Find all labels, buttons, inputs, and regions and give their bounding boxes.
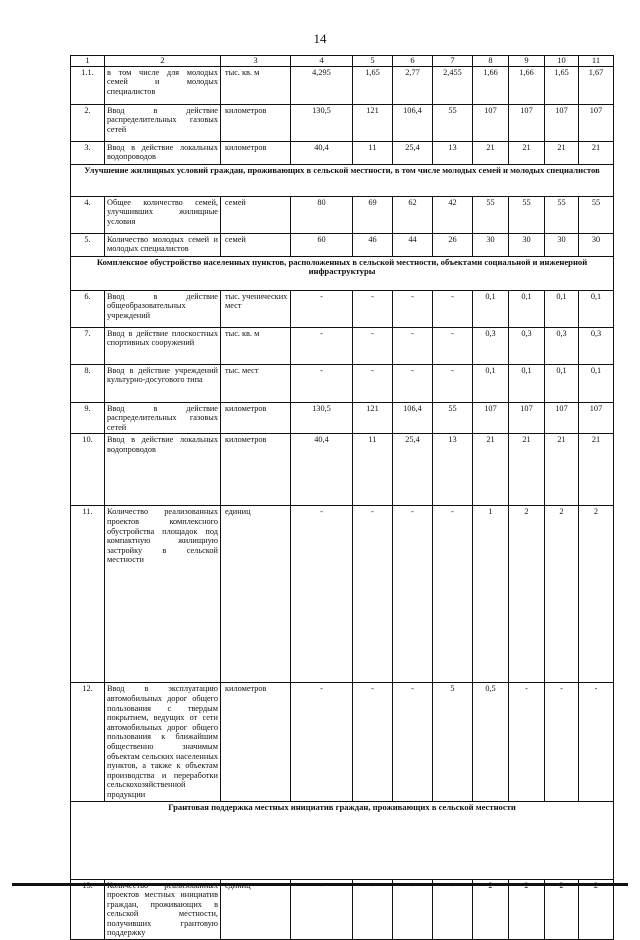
value-cell: 21 (473, 141, 509, 164)
value-cell: - (433, 364, 473, 402)
value-cell: 2,77 (393, 66, 433, 104)
value-cell: - (291, 506, 353, 683)
value-cell: - (291, 327, 353, 364)
table-row (71, 879, 614, 940)
row-number: 1.1. (71, 66, 105, 104)
unit-cell (221, 879, 291, 940)
bottom-rule (12, 883, 628, 886)
value-cell: 60 (291, 233, 353, 256)
row-number: 6. (71, 290, 105, 327)
value-cell: 121 (353, 104, 393, 141)
value-cell: 55 (509, 196, 545, 233)
value-cell: 107 (579, 104, 614, 141)
indicators-table (70, 55, 614, 940)
value-cell: 0,1 (545, 364, 579, 402)
indicator-name: Ввод в действие распределительных газовых сетей (105, 402, 221, 434)
value-cell: 0,1 (579, 290, 614, 327)
unit-cell: семей (221, 196, 291, 233)
indicator-name: Количество реализованных проектов комплексного обустройства площадок под компактную жилищную застройку в сельской местности (105, 506, 221, 683)
table-row (71, 233, 614, 256)
indicator-name: Ввод в действие локальных водопроводов (105, 141, 221, 164)
value-cell: 4,295 (291, 66, 353, 104)
column-number: 9 (509, 56, 545, 67)
indicator-name: Ввод в действие общеобразовательных учреждений (105, 290, 221, 327)
value-cell: 0,1 (509, 290, 545, 327)
column-number: 3 (221, 56, 291, 67)
value-cell: 106,4 (393, 104, 433, 141)
value-cell: 1 (473, 506, 509, 683)
value-cell: 5 (433, 683, 473, 801)
value-cell (545, 879, 579, 940)
value-cell: 21 (545, 434, 579, 506)
column-number: 11 (579, 56, 614, 67)
indicator-name: Ввод в действие распределительных газовых сетей (105, 104, 221, 141)
value-cell: 55 (433, 402, 473, 434)
table-row (71, 364, 614, 402)
indicator-name: Количество молодых семей и молодых специалистов (105, 233, 221, 256)
value-cell: 13 (433, 141, 473, 164)
section-heading: Улучшение жилищных условий граждан, проживающих в сельской местности, в том числе молодых семей и молодых специалистов (71, 164, 614, 196)
value-cell: 11 (353, 141, 393, 164)
value-cell: 25,4 (393, 141, 433, 164)
value-cell: 121 (353, 402, 393, 434)
value-cell: - (353, 364, 393, 402)
value-cell: 107 (545, 402, 579, 434)
indicator-name: Общее количество семей, улучшивших жилищные условия (105, 196, 221, 233)
value-cell: 69 (353, 196, 393, 233)
value-cell: 2 (509, 506, 545, 683)
unit-cell: тыс. кв. м (221, 66, 291, 104)
value-cell: 55 (473, 196, 509, 233)
value-cell: 130,5 (291, 104, 353, 141)
value-cell: - (393, 327, 433, 364)
value-cell: 107 (473, 104, 509, 141)
value-cell: 0,1 (473, 364, 509, 402)
column-number: 2 (105, 56, 221, 67)
value-cell: 30 (509, 233, 545, 256)
value-cell: 80 (291, 196, 353, 233)
unit-cell: тыс. кв. м (221, 327, 291, 364)
table-row (71, 104, 614, 141)
table-row (71, 141, 614, 164)
value-cell: 21 (579, 434, 614, 506)
column-number: 10 (545, 56, 579, 67)
unit-cell: километров (221, 104, 291, 141)
value-cell: - (393, 364, 433, 402)
value-cell: 1,66 (509, 66, 545, 104)
value-cell: - (353, 683, 393, 801)
value-cell: 1,65 (353, 66, 393, 104)
unit-cell: семей (221, 233, 291, 256)
value-cell: - (291, 290, 353, 327)
row-number: 9. (71, 402, 105, 434)
table-body (71, 56, 614, 940)
column-number: 1 (71, 56, 105, 67)
unit-cell: километров (221, 141, 291, 164)
section-heading-row (71, 256, 614, 290)
row-number: 3. (71, 141, 105, 164)
table-row (71, 434, 614, 506)
unit-cell: единиц (221, 506, 291, 683)
value-cell: 55 (579, 196, 614, 233)
table-row (71, 327, 614, 364)
value-cell: 106,4 (393, 402, 433, 434)
value-cell: - (353, 506, 393, 683)
value-cell: 107 (509, 402, 545, 434)
value-cell: 62 (393, 196, 433, 233)
value-cell: 25,4 (393, 434, 433, 506)
value-cell: 1,65 (545, 66, 579, 104)
value-cell: - (545, 683, 579, 801)
value-cell: 0,1 (473, 290, 509, 327)
indicator-name: Ввод в действие плоскостных спортивных сооружений (105, 327, 221, 364)
value-cell: 0,1 (545, 290, 579, 327)
value-cell: 40,4 (291, 434, 353, 506)
value-cell: 0,1 (509, 364, 545, 402)
row-number: 7. (71, 327, 105, 364)
value-cell: 26 (433, 233, 473, 256)
value-cell: 2 (545, 506, 579, 683)
value-cell: 0,5 (473, 683, 509, 801)
unit-cell: километров (221, 434, 291, 506)
value-cell: 55 (545, 196, 579, 233)
value-cell: 21 (545, 141, 579, 164)
value-cell: 21 (509, 434, 545, 506)
value-cell: 46 (353, 233, 393, 256)
table-row (71, 66, 614, 104)
value-cell: 107 (545, 104, 579, 141)
value-cell (353, 879, 393, 940)
indicator-name: Ввод в эксплуатацию автомобильных дорог общего пользования с твердым покрытием, ведущих от сети автомобильных дорог общего пользования к ближайшим общественно значимым объектам сельских населенных пунктов, а также к объектам производства и переработки сельскохозяйственной продукции (105, 683, 221, 801)
column-number: 7 (433, 56, 473, 67)
column-number: 5 (353, 56, 393, 67)
table-row (71, 402, 614, 434)
value-cell (509, 879, 545, 940)
unit-cell: тыс. ученических мест (221, 290, 291, 327)
row-number: 8. (71, 364, 105, 402)
row-number: 2. (71, 104, 105, 141)
value-cell: 130,5 (291, 402, 353, 434)
column-number: 4 (291, 56, 353, 67)
row-number: 12. (71, 683, 105, 801)
value-cell: - (291, 364, 353, 402)
value-cell: 1,67 (579, 66, 614, 104)
value-cell: - (353, 327, 393, 364)
value-cell: - (291, 683, 353, 801)
section-heading: Грантовая поддержка местных инициатив граждан, проживающих в сельской местности (71, 801, 614, 879)
value-cell: - (353, 290, 393, 327)
value-cell: - (433, 290, 473, 327)
value-cell: 40,4 (291, 141, 353, 164)
value-cell: 11 (353, 434, 393, 506)
value-cell: 42 (433, 196, 473, 233)
value-cell: 0,1 (579, 364, 614, 402)
column-number: 6 (393, 56, 433, 67)
value-cell: 0,3 (473, 327, 509, 364)
value-cell (433, 879, 473, 940)
value-cell (291, 879, 353, 940)
value-cell (579, 879, 614, 940)
section-heading-row (71, 801, 614, 879)
value-cell: - (393, 290, 433, 327)
value-cell: 55 (433, 104, 473, 141)
value-cell: 44 (393, 233, 433, 256)
table-row (71, 683, 614, 801)
row-number (71, 879, 105, 940)
value-cell: 21 (509, 141, 545, 164)
value-cell: 30 (579, 233, 614, 256)
unit-cell: тыс. мест (221, 364, 291, 402)
value-cell: 0,3 (579, 327, 614, 364)
row-number: 4. (71, 196, 105, 233)
row-number: 5. (71, 233, 105, 256)
section-heading: Комплексное обустройство населенных пунктов, расположенных в сельской местности, объектами социальной и инженерной инфраструктуры (71, 256, 614, 290)
value-cell: 107 (579, 402, 614, 434)
row-number: 11. (71, 506, 105, 683)
value-cell: - (509, 683, 545, 801)
value-cell (473, 879, 509, 940)
indicator-name: в том числе для молодых семей и молодых специалистов (105, 66, 221, 104)
row-number: 10. (71, 434, 105, 506)
unit-cell: километров (221, 683, 291, 801)
page-number: 14 (313, 31, 327, 46)
value-cell: - (393, 683, 433, 801)
indicator-name: Ввод в действие локальных водопроводов (105, 434, 221, 506)
column-number-row (71, 56, 614, 67)
indicator-name: Ввод в действие учреждений культурно-досугового типа (105, 364, 221, 402)
value-cell: - (433, 327, 473, 364)
value-cell: 107 (473, 402, 509, 434)
value-cell: 2 (579, 506, 614, 683)
table-row (71, 290, 614, 327)
table-row (71, 196, 614, 233)
value-cell: 107 (509, 104, 545, 141)
column-number: 8 (473, 56, 509, 67)
value-cell: - (393, 506, 433, 683)
value-cell: 21 (473, 434, 509, 506)
value-cell: 30 (473, 233, 509, 256)
value-cell: 13 (433, 434, 473, 506)
value-cell: 30 (545, 233, 579, 256)
indicator-name: проектов местных инициатив граждан, проживающих в сельской местности, получивших грантовую поддержку (105, 879, 221, 940)
value-cell: - (579, 683, 614, 801)
value-cell: - (433, 506, 473, 683)
value-cell: 2,455 (433, 66, 473, 104)
value-cell: 0,3 (545, 327, 579, 364)
value-cell: 0,3 (509, 327, 545, 364)
value-cell: 21 (579, 141, 614, 164)
value-cell (393, 879, 433, 940)
table-row (71, 506, 614, 683)
value-cell: 1,66 (473, 66, 509, 104)
unit-cell: километров (221, 402, 291, 434)
section-heading-row (71, 164, 614, 196)
